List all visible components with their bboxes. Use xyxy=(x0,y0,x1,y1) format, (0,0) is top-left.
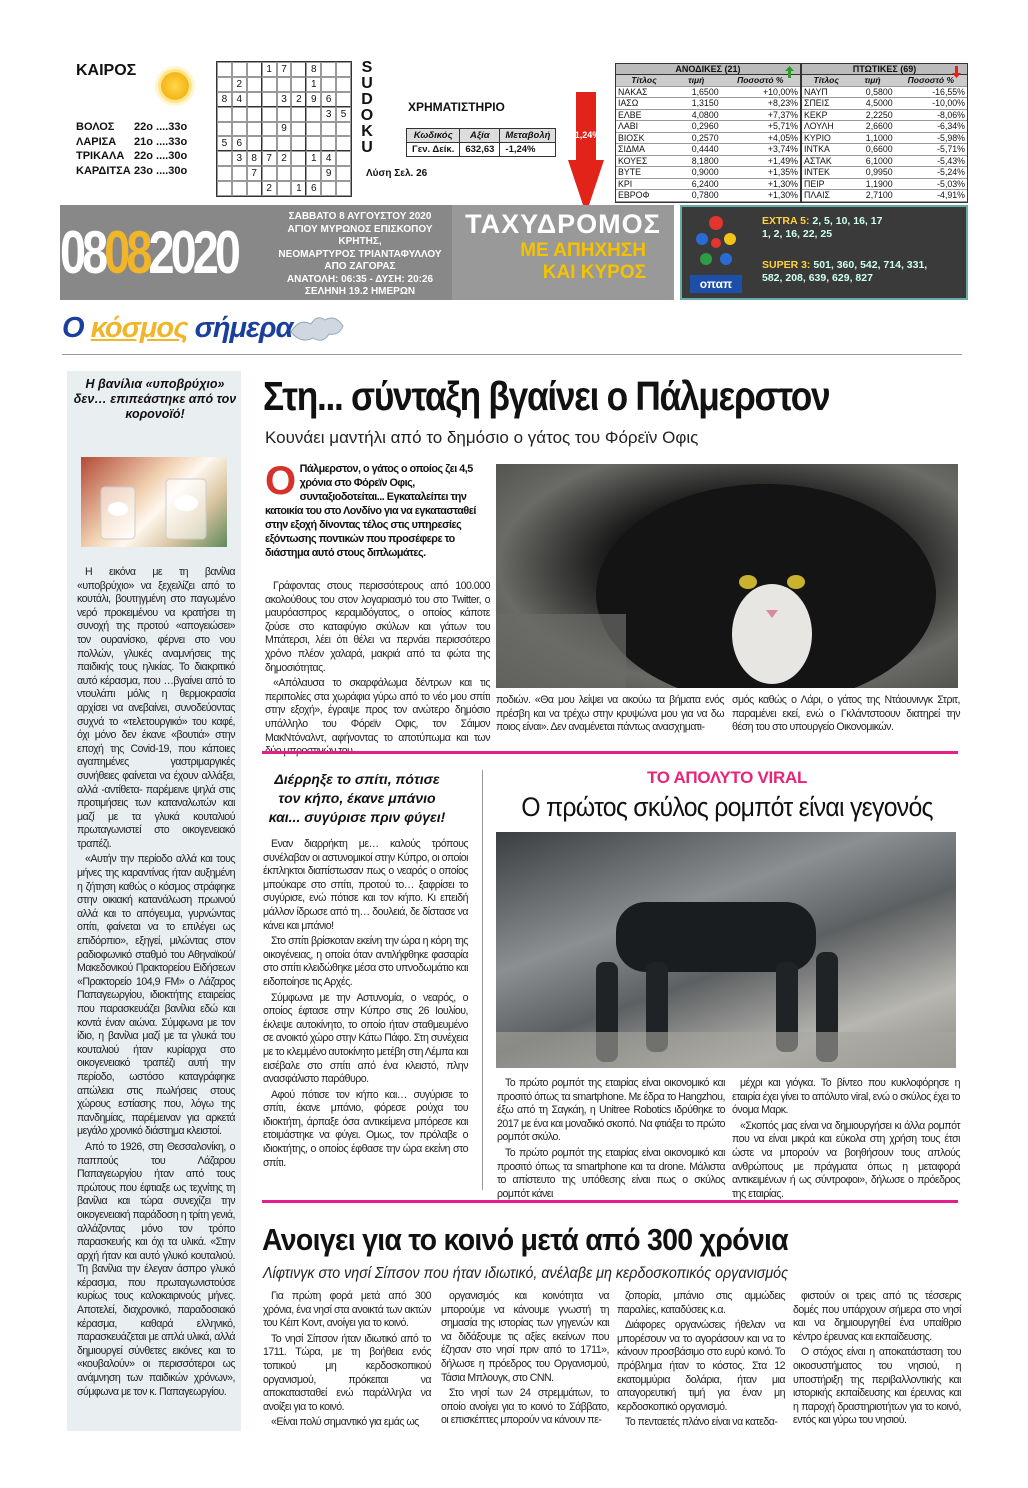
sudoku-cell: 8 xyxy=(217,92,232,107)
sudoku-cell xyxy=(336,77,351,92)
market-row xyxy=(802,98,967,110)
article4-paragraph: Στο νησί των 24 στρεμμάτων, το οποίο ανοίγει για το κοινό το Σάββατο, οι επισκέπτες μπορούν να κάνουν πε- xyxy=(441,1387,609,1427)
market-cell: ΒΙΟΣΚ xyxy=(616,132,672,144)
market-row xyxy=(802,190,967,202)
sudoku-cell: 7 xyxy=(247,166,262,181)
article1-body xyxy=(265,580,490,761)
article4-paragraph: «Είναι πολύ σημαντικό για εμάς ως xyxy=(271,1416,419,1429)
market-cell: +8,23% xyxy=(721,98,800,110)
sudoku-cell xyxy=(291,166,306,181)
sudoku-cell: 8 xyxy=(247,151,262,166)
sudoku-cell: 3 xyxy=(232,151,247,166)
sudoku-cell xyxy=(232,107,247,122)
market-row xyxy=(616,121,800,133)
banner-rule xyxy=(62,354,962,355)
date-day: 08 xyxy=(60,219,105,286)
stock-index-table xyxy=(406,128,556,157)
sudoku-letter: O xyxy=(360,107,374,124)
stock-index-name: Γεν. Δείκ. xyxy=(407,143,460,157)
stock-col-code: Κωδικός xyxy=(407,129,460,143)
sudoku-cell xyxy=(291,77,306,92)
article3-paragraph: «Σκοπός μας είναι να δημιουργήσει κι άλλα ρομπότ που να είναι μικρά και εύκολα στη χρήση τους έτσι ώστε να μπορούν να βοηθήσουν τους απλούς ανθρώπους με πράγματα όπως η μεταφορά αντικειμένων ή ως σύντροφοι», δήλωσε ο πρόεδρος της εταιρίας. xyxy=(732,1119,960,1200)
sudoku-cell: 9 xyxy=(321,166,336,181)
market-cell: -16,55% xyxy=(895,86,967,98)
taxydromos-slogan-1: ΜΕ ΑΠΗΧΗΣΗ xyxy=(520,240,646,261)
market-cell: -5,03% xyxy=(895,178,967,190)
article4-paragraph: οργανισμός και κοινότητα να μπορούμε να κάνουμε γνωστή τη σημασία της ιστορίας των γηγενών και να διδάξουμε τις αξίες εκείνων που έζησαν στο νησί πριν από το 1711», δήλωσε η πρόεδρος του Οργανισμού, Τάσια Μπλουγκ, στο CNN. xyxy=(441,1290,609,1384)
sudoku-cell xyxy=(336,181,351,196)
article4-paragraph: Το νησί Σίπσον ήταν ιδιωτικό από το 1711. Τώρα, με τη βοήθεια ενός τοπικού μη κερδοσκοπικού οργανισμού, πρόκειται να αποκατασταθεί ενώ παράλληλα να ανοίξει για το κοινό. xyxy=(263,1332,431,1413)
market-cell: +1,49% xyxy=(721,155,800,167)
market-cell: +10,00% xyxy=(721,86,800,98)
market-col-header: Ποσοστό % xyxy=(895,75,967,86)
article4-subtitle: Λίφτινγκ στο νησί Σίπσον που ήταν ιδιωτικό, ανέλαβε μη κερδοσκοπικός οργανισμός xyxy=(263,1265,789,1282)
market-cell: 0,4440 xyxy=(672,144,721,156)
weather-temp: 22ο ....30ο xyxy=(134,150,188,162)
market-cell: ΝΑΚΑΣ xyxy=(616,86,672,98)
article2-paragraph: Εναν διαρρήκτη με… καλούς τρόπους συνέλαβαν οι αστυνομικοί στην Κύπρο, οι οποίοι έκπληκτοι διαπίστωσαν πως ο νεαρός ο οποίος μπούκαρε στο σπίτι, προτού το… ξαφρίσει το συγύρισε, ενώ πότισε και τον κήπο. Κι επειδή μάλλον ίδρωσε από τη… δουλειά, δε δίστασε να κάνει και μπάνιο! xyxy=(263,838,468,932)
weather-title: ΚΑΙΡΟΣ xyxy=(76,62,137,79)
sudoku-cell xyxy=(247,181,262,196)
market-cell: 8,1800 xyxy=(672,155,721,167)
sudoku-cell xyxy=(217,181,232,196)
article4-paragraph: φιστούν οι τρεις από τις τέσσερις δομές που υπάρχουν σήμερα στο νησί και να δημιουργηθεί ένα υπαίθριο κέντρο έρευνας και εκπαίδευσης. xyxy=(793,1290,961,1343)
market-cell: 6,1000 xyxy=(850,155,894,167)
sudoku-cell xyxy=(217,151,232,166)
opap-logo-icon xyxy=(690,213,742,273)
opap-extra xyxy=(762,215,962,241)
sudoku-cell xyxy=(217,166,232,181)
market-row xyxy=(802,86,967,98)
article4-col1 xyxy=(263,1290,431,1432)
article1-subtitle: Κουνάει μαντήλι από το δημόσιο ο γάτος του Φόρεϊν Οφις xyxy=(265,428,699,447)
sudoku-cell: 3 xyxy=(321,107,336,122)
market-row xyxy=(802,167,967,179)
sudoku-cell xyxy=(277,166,292,181)
market-col-header: τιμή xyxy=(850,75,894,86)
market-cell: 0,7800 xyxy=(672,190,721,202)
date-band xyxy=(60,205,452,300)
market-cell: ΚΡΙ xyxy=(616,178,672,190)
opap-super xyxy=(762,259,962,285)
rising-title: ΑΝΟΔΙΚΕΣ (21) xyxy=(675,64,741,74)
sudoku-cell xyxy=(232,122,247,137)
sidebar-paragraph: Από το 1926, στη Θεσσαλονίκη, ο παππούς του Λάζαρου Παπαγεωργίου ήταν από τους πρώτους που έφτιαξε ως τεχνίτης τη βανίλια και τώρα συνεχίζει την οικογενειακή παράδοση η τρίτη γενιά, αλλάζοντας μόνο τον τρόπο παρασκευής και όχι τα υλικά. «Στην αρχή ήταν και αυτό γλυκό κουταλιού. Τη βανίλια την έλεγαν άσπρο γλυκό κέρασμα, που πρωταγωνιστούσε κυρίως τους καλοκαιρινούς μήνες. Αποτελεί, διαχρονικό, παραδοσιακό κέρασμα, καθαρά ελληνικό, παρασκευάζεται με απλά υλικά, αλλά δημιουργεί σύνθετες εικόνες και το «κουβαλούν» οι περισσότεροι ως ανάμνηση των παιδικών χρόνων», σύμφωνα με τον κ. Παπαγεωργίου. xyxy=(77,1140,235,1398)
pink-divider xyxy=(262,751,958,754)
sudoku-cell: 6 xyxy=(306,181,321,196)
article3-title: Ο πρώτος σκύλος ρομπότ είναι γεγονός xyxy=(521,792,933,822)
market-cell: 4,0800 xyxy=(672,109,721,121)
sudoku-cell: 6 xyxy=(232,136,247,151)
sudoku-cell xyxy=(321,181,336,196)
sudoku-cell: 2 xyxy=(277,151,292,166)
vanilla-photo xyxy=(81,457,227,547)
market-cell: 4,5000 xyxy=(850,98,894,110)
market-cell: 1,6500 xyxy=(672,86,721,98)
sudoku-letter: S xyxy=(361,59,373,76)
sudoku-cell: 1 xyxy=(291,181,306,196)
sudoku-cell xyxy=(336,166,351,181)
sidebar-title: Η βανίλια «υποβρύχιο» δεν… επιπεάστηκε από τον κορονοϊό! xyxy=(73,377,237,421)
market-col-header: Τίτλος xyxy=(802,75,850,86)
date-year: 2020 xyxy=(148,219,238,286)
article1-col2: ποδιών. «Θα μου λείψει να ακούω τα βήματα ενός πρέσβη και να τρέχω στην κρυψώνα μου για να δω ποιος είναι». Δεν αναμένεται πάντως ανασχηματι- xyxy=(496,694,724,734)
article4-col3 xyxy=(617,1290,785,1432)
market-cell: -5,98% xyxy=(895,132,967,144)
market-cell: 1,1000 xyxy=(850,132,894,144)
sudoku-cell xyxy=(262,166,277,181)
taxydromos-name: ΤΑΧΥΔΡΟΜΟΣ xyxy=(465,209,661,239)
market-cell: ΠΕΙΡ xyxy=(802,178,850,190)
article4-paragraph: Για πρώτη φορά μετά από 300 χρόνια, ένα νησί στα ανοικτά των ακτών του Κέιπ Κοντ, ανοίγει για το κοινό. xyxy=(263,1290,431,1330)
market-cell: 2,2250 xyxy=(850,109,894,121)
weather-city: ΛΑΡΙΣΑ xyxy=(76,135,117,148)
down-arrow-icon xyxy=(568,92,604,214)
article1-paragraph: «Απόλαυσα το σκαρφάλωμα δέντρων και τις περιπολίες στα χωράφια γύρω από το νέο μου σπίτι στην εξοχή», έγραψε προς τον ανώτερο δημόσιο υπάλληλο του Φόρεϊν Οφις, τον Σάιμον ΜακΝτόναλντ, αφήνοντας το αποτύπωμα και των xyxy=(265,677,490,744)
date-month: 08 xyxy=(104,219,149,286)
sudoku-cell xyxy=(321,122,336,137)
market-row xyxy=(616,109,800,121)
market-cell: ΛΟΥΛΗ xyxy=(802,121,850,133)
sudoku-letter: K xyxy=(361,123,373,140)
market-cell: -5,43% xyxy=(895,155,967,167)
sudoku-cell: 3 xyxy=(277,92,292,107)
market-cell: ΠΛΑΙΣ xyxy=(802,190,850,202)
market-cell: ΣΙΔΜΑ xyxy=(616,144,672,156)
section-banner xyxy=(62,312,962,356)
sudoku-cell: 1 xyxy=(306,77,321,92)
sudoku-cell xyxy=(291,107,306,122)
opap-logo xyxy=(690,213,742,298)
date-number xyxy=(60,213,238,293)
market-cell: 2,7100 xyxy=(850,190,894,202)
sudoku-cell xyxy=(247,122,262,137)
market-row xyxy=(616,144,800,156)
sidebar-paragraph: Η εικόνα με τη βανίλια «υποβρύχιο» να ξεχειλίζει από το κουτάλι, βουτηγμένη στο παγωμένο νερό προκειμένου να κρατήσει τη συνοχή της προτού «απογειώσει» τον ουρανίσκο, φέρνει στο νου πολλών, γλυκές αναμνήσεις της παιδικής τους ηλικίας. Το διακριτικό αυτό κέρασμα, που …βγαίνει από το ντουλάπι μόλις η θερμοκρασία αρχίσει να ανεβαίνει, συνοδεύοντας συχνά το «τελετουργικό» του καφέ, όχι μόνο δεν έκανε «βουτιά» στην εποχή της Covid-19, που κάποιες αγαπημένες γαστριμαργικές συνήθειες φαίνεται να έχουν αλλάξει, αλλά -αντίθετα- παρέμεινε ψηλά στις προτιμήσεις των καταναλωτών και μαζί με τα γλυκά κουταλιού πρωταγωνιστεί στο οικογενειακό τραπέζι. xyxy=(77,566,235,850)
market-cell: +1,30% xyxy=(721,190,800,202)
article1-col3: σμός καθώς ο Λάρι, ο γάτος της Ντάουνινγκ Στριτ, παραμένει εκεί, ενώ ο Γκλάντστοουν διατηρεί την θέση του στο υπουργείο Οικονομικών. xyxy=(732,694,960,734)
sudoku-cell xyxy=(321,136,336,151)
market-row xyxy=(802,178,967,190)
sudoku-cell xyxy=(247,107,262,122)
market-row xyxy=(802,144,967,156)
sudoku-cell xyxy=(291,151,306,166)
opap-logo-text: οπαπ xyxy=(690,275,742,293)
column-divider xyxy=(482,770,483,1190)
sudoku-cell xyxy=(291,136,306,151)
article1-intro xyxy=(265,459,490,560)
up-arrow-icon xyxy=(785,66,794,78)
market-cell: ΛΑΒΙ xyxy=(616,121,672,133)
sudoku-letter: U xyxy=(361,75,373,92)
sudoku-cell xyxy=(262,77,277,92)
article4-col2 xyxy=(441,1290,609,1430)
pink-divider xyxy=(262,1200,958,1203)
market-cell: -6,34% xyxy=(895,121,967,133)
sudoku-cell xyxy=(306,107,321,122)
article3-paragraph: μέχρι και γιόγκα. Το βίντεο που κυκλοφόρησε η εταιρία έχει γίνει το απόλυτο viral, ενώ ο σκύλος έχει το όνομα Μαρκ. xyxy=(732,1077,960,1117)
sudoku-cell xyxy=(217,62,232,77)
article2-paragraph: Σύμφωνα με την Αστυνομία, ο νεαρός, ο οποίος έφτασε στην Κύπρο στις 26 Ιουλίου, έκλεψε αυτοκίνητο, το οποίο ήταν σταθμευμένο σε ανοικτό χώρο στην Κάτω Πάφο. Στη συνέχεια με το κλεμμένο αυτοκίνητο μετέβη στη Λέμπα και εισέβαλε στο σπίτι από ένα κλειστό, πλην ανασφάλιστο παράθυρο. xyxy=(263,991,468,1086)
market-col-header: Τίτλος xyxy=(616,75,672,86)
sudoku-cell: 5 xyxy=(336,107,351,122)
market-cell: +3,74% xyxy=(721,144,800,156)
article4-col4 xyxy=(793,1290,961,1430)
weather-row xyxy=(76,164,206,179)
market-row xyxy=(616,190,800,202)
weather-city: ΚΑΡΔΙΤΣΑ xyxy=(76,164,131,177)
sudoku-cell xyxy=(262,122,277,137)
market-cell: +5,71% xyxy=(721,121,800,133)
article2-paragraph: Αφού πότισε τον κήπο και… συγύρισε το σπίτι, έκανε μπάνιο, φόρεσε ρούχα του ιδιοκτήτη, άρπαξε όσα αντικείμενα μπόρεσε και ετοιμάστηκε να φύγει. Ομως, τον πρόλαβε ο ιδιοκτήτης, ο οποίος έφθασε την ώρα εκείνη στο σπίτι. xyxy=(263,1088,468,1169)
market-cell: ΑΣΤΑΚ xyxy=(802,155,850,167)
market-cell: ΙΑΣΩ xyxy=(616,98,672,110)
rising-stocks xyxy=(615,63,801,203)
sudoku-cell xyxy=(277,77,292,92)
market-cell: ΚΕΚΡ xyxy=(802,109,850,121)
sudoku-cell xyxy=(232,62,247,77)
article4-title: Ανοιγει για το κοινό μετά από 300 χρόνια xyxy=(262,1222,788,1257)
stock-index-change: -1,24% xyxy=(500,143,556,157)
article3-kicker: ΤΟ ΑΠΟΛΥΤΟ VIRAL xyxy=(646,768,808,787)
sudoku-cell xyxy=(336,122,351,137)
article1-dropcap: Ο xyxy=(265,459,296,503)
article1-title: Στη... σύνταξη βγαίνει ο Πάλμερστον xyxy=(263,373,830,419)
sudoku-cell: 9 xyxy=(306,92,321,107)
sudoku-cell xyxy=(217,77,232,92)
sudoku-cell xyxy=(247,77,262,92)
sidebar-body xyxy=(77,566,235,1401)
market-row xyxy=(802,132,967,144)
market-cell: -5,24% xyxy=(895,167,967,179)
market-cell: ΙΝΤΚΑ xyxy=(802,144,850,156)
stock-title: ΧΡΗΜΑΤΙΣΤΗΡΙΟ xyxy=(408,100,505,114)
sudoku-label xyxy=(360,60,374,156)
cat-photo xyxy=(496,464,958,688)
falling-stocks xyxy=(801,63,968,203)
sudoku-solution-ref: Λύση Σελ. 26 xyxy=(366,168,428,179)
sudoku-cell xyxy=(291,62,306,77)
article1-paragraph: Γράφοντας στους περισσότερους από 100.000 ακολούθους του στον λογαριασμό του στο Twitter, ο μαυρόασπρος κεραμιδόγατος, ο οποίος κάποτε ζούσε στο καταφύγιο σκύλων και γάτων του Μπάτερσι, λέει ότι θέλει να περνάει περισσότερο χρόνο πλέον χαλαρά, μακριά από τα φώτα της δημοσιότητας. xyxy=(265,580,490,674)
article4-paragraph: ζοπορία, μπάνιο στις αμμώδεις παραλίες, καταδύσεις κ.α. xyxy=(617,1290,785,1316)
down-arrow-small-icon xyxy=(952,66,961,78)
market-cell: 6,2400 xyxy=(672,178,721,190)
sudoku-cell: 5 xyxy=(217,136,232,151)
taxydromos-box xyxy=(452,205,674,300)
article2-title: Διέρρηξε το σπίτι, πότισε τον κήπο, έκανε μπάνιο και... συγύρισε πριν φύγει! xyxy=(268,771,446,825)
sudoku-cell xyxy=(262,92,277,107)
date-info: ΣΑΒΒΑΤΟ 8 ΑΥΓΟΥΣΤΟΥ 2020 ΑΓΙΟΥ ΜΥΡΩΝΟΣ ΕΠΙΣΚΟΠΟΥ ΚΡΗΤΗΣ, ΝΕΟΜΑΡΤΥΡΟΣ ΤΡΙΑΝΤΑΦΥΛΛΟΥ ΑΠΟ ΖΑΓΟΡΑΣ ΑΝΑΤΟΛΗ: 06:35 - ΔΥΣΗ: 20:26 ΣΕΛΗΝΗ 19.2 ΗΜΕΡΩΝ xyxy=(278,211,442,297)
weather-temp: 21ο ....33ο xyxy=(134,135,188,148)
falling-title: ΠΤΩΤΙΚΕΣ (69) xyxy=(852,64,917,74)
market-cell: ΚΟΥΕΣ xyxy=(616,155,672,167)
market-cell: +4,05% xyxy=(721,132,800,144)
market-cell: 0,9950 xyxy=(850,167,894,179)
sudoku-cell: 4 xyxy=(321,151,336,166)
globe-map-icon xyxy=(287,314,347,350)
sudoku-cell xyxy=(262,107,277,122)
article4-paragraph: Διάφορες οργανώσεις ήθελαν να μπορέσουν να το αγοράσουν και να το κάνουν προσβάσιμο στο ευρύ κοινό. Το πρόβλημα ήταν το κόστος. Στα 12 εκατομμύρια δολάρια, ήταν μια απαγορευτική τιμή για έναν μη κερδοσκοπικό οργανισμό. xyxy=(617,1319,785,1413)
sun-icon xyxy=(161,72,189,100)
market-cell: ΝΑΥΠ xyxy=(802,86,850,98)
opap-results xyxy=(680,205,968,300)
sudoku-cell xyxy=(291,122,306,137)
sudoku-cell xyxy=(217,122,232,137)
market-cell: 0,2570 xyxy=(672,132,721,144)
market-cell: -8,06% xyxy=(895,109,967,121)
market-cell: -4,91% xyxy=(895,190,967,202)
market-cell: -5,71% xyxy=(895,144,967,156)
sudoku-cell: 7 xyxy=(277,62,292,77)
opap-super-numbers: 501, 360, 542, 714, 331, 582, 208, 639, 629, 827 xyxy=(762,259,928,284)
article3-col1 xyxy=(497,1077,725,1203)
sudoku-cell: 2 xyxy=(232,77,247,92)
sudoku-cell xyxy=(262,136,277,151)
market-col-header: τιμή xyxy=(672,75,721,86)
sudoku-letter: U xyxy=(361,139,373,156)
taxydromos-slogan-2: ΚΑΙ ΚΥΡΟΣ xyxy=(542,262,646,283)
sudoku-cell: 8 xyxy=(306,62,321,77)
market-row xyxy=(802,121,967,133)
sudoku-cell xyxy=(336,62,351,77)
article3-paragraph: Το πρώτο ρομπότ της εταιρίας είναι οικονομικό και προσιτό όπως τα smartphone και τα drone. Μάλιστα το απίστευτο της υπόθεσης είναι πως ο σκύλος ρομπότ κάνει xyxy=(497,1146,725,1200)
opap-super-label: SUPER 3: xyxy=(762,259,811,271)
sudoku-cell xyxy=(306,166,321,181)
market-cell: +1,30% xyxy=(721,178,800,190)
sudoku-cell xyxy=(247,92,262,107)
market-cell: 0,9000 xyxy=(672,167,721,179)
sudoku-cell: 1 xyxy=(262,62,277,77)
article1-intro-text: Πάλμερστον, ο γάτος ο οποίος ζει 4,5 χρόνια στο Φόρεϊν Οφις, συνταξιοδοτείται... Εγκαταλείπει την κατοικία του στο Λονδίνο για να εγκατασταθεί στην εξοχή δίνοντας τέλος στις υπηρεσίες εξόντωσης ποντικών που προσέφερε το διάστημα αυτό στους διπλωμάτες. xyxy=(265,463,476,559)
article4-paragraph: Το πενταετές πλάνο είναι να κατεδα- xyxy=(625,1416,778,1429)
weather-box xyxy=(76,62,206,192)
sudoku-letter: D xyxy=(361,91,373,108)
market-cell: 0,2960 xyxy=(672,121,721,133)
opap-extra-numbers: 2, 5, 10, 16, 17 1, 2, 16, 22, 25 xyxy=(762,215,883,240)
weather-list xyxy=(76,120,206,178)
sudoku-cell xyxy=(247,136,262,151)
stock-index-value: 632,63 xyxy=(460,143,500,157)
sidebar-paragraph: «Αυτήν την περίοδο αλλά και τους μήνες της καραντίνας ήταν αυξημένη η ζήτηση καθώς ο κόσμος στράφηκε στην οικιακή κατανάλωση πρωινού αλλά και το απόγευμα, γυρνώντας οπίτι, φαίνεται να το επιλέγει ως επιδόρπιο», εξηγεί, μιλώντας στον ραδιοφωνικό σταθμό του Αθηναϊκού/Μακεδονικού Πρακτορείου Ειδήσεων «Πρακτορείο 104,9 FM» ο Λάζαρος Παπαγεωργίου, ιδιοκτήτης εταιρείας που παρασκευάζει βανίλια εδώ και κοντά έναν αιώνα. Σύμφωνα με τον ίδιο, η βανίλια μαζί με τα γλυκά του κουταλιού ήταν κυρίαρχα στο οικογενειακό τραπέζι αυτή την περίοδο, ωστόσο καταγράφηκε απώλεια στις πωλήσεις στους χώρους εστίασης που, λόγω της πανδημίας, παρέμειναν για αρκετά μεγάλο χρονικό διάστημα κλειστοί. xyxy=(77,853,235,1138)
market-cell: -10,00% xyxy=(895,98,967,110)
sudoku-cell xyxy=(277,107,292,122)
sudoku-cell xyxy=(321,62,336,77)
market-row xyxy=(616,155,800,167)
market-cell: 1,1900 xyxy=(850,178,894,190)
sudoku-cell: 4 xyxy=(232,92,247,107)
article4-paragraph: Ο στόχος είναι η αποκατάσταση του οικοσυστήματος του νησιού, η υποστήριξη της περιβαλλοντικής και ιστορικής εκπαίδευσης και έρευνας και η παροχή δραστηριοτήτων για το κοινό, εντός και γύρω του νησιού. xyxy=(793,1346,961,1427)
sudoku-cell xyxy=(306,122,321,137)
market-cell: +7,37% xyxy=(721,109,800,121)
weather-row xyxy=(76,120,206,135)
weather-city: ΒΟΛΟΣ xyxy=(76,121,115,133)
market-cell: 2,6600 xyxy=(850,121,894,133)
sidebar-article xyxy=(67,371,241,1431)
sudoku-cell xyxy=(306,136,321,151)
market-cell: ΕΛΒΕ xyxy=(616,109,672,121)
market-row xyxy=(616,178,800,190)
sudoku-cell: 2 xyxy=(262,181,277,196)
weather-temp: 22ο ....33ο xyxy=(134,121,188,133)
article2-body xyxy=(263,838,468,1172)
market-cell: 0,6600 xyxy=(850,144,894,156)
market-cell: ΙΝΤΕΚ xyxy=(802,167,850,179)
market-row xyxy=(802,155,967,167)
market-row xyxy=(616,98,800,110)
stock-col-change: Μεταβολή xyxy=(500,129,556,143)
sudoku-cell xyxy=(277,136,292,151)
market-cell: ΒΥΤΕ xyxy=(616,167,672,179)
article3-col2 xyxy=(732,1077,960,1203)
weather-city: ΤΡΙΚΑΛΑ xyxy=(76,150,125,162)
stock-arrow-label: -1,24% xyxy=(571,130,601,140)
market-col-header: Ποσοστό % xyxy=(721,75,800,86)
article2-paragraph: Στο σπίτι βρίσκοταν εκείνη την ώρα η κόρη της οικογένειας, η οποία όταν αντιλήφθηκε φασαρία στο σπίτι κλειδώθηκε μέσα στο υπνοδωμάτιο και ειδοποίησε τις Αρχές. xyxy=(263,935,468,988)
sudoku-cell xyxy=(217,107,232,122)
sudoku-cell: 6 xyxy=(321,92,336,107)
sudoku-cell xyxy=(232,181,247,196)
sudoku-cell: 7 xyxy=(262,151,277,166)
rising-table xyxy=(616,75,800,202)
sudoku-cell: 9 xyxy=(277,122,292,137)
market-cell: 0,5800 xyxy=(850,86,894,98)
weather-row xyxy=(76,135,206,150)
sudoku-cell xyxy=(247,62,262,77)
sudoku-cell xyxy=(336,92,351,107)
sudoku-cell xyxy=(232,166,247,181)
stock-col-value: Αξία xyxy=(460,129,500,143)
market-row xyxy=(616,86,800,98)
sudoku-cell: 1 xyxy=(306,151,321,166)
market-row xyxy=(616,167,800,179)
section-banner-title: Ο κόσμος σήμερα xyxy=(62,312,293,344)
falling-table xyxy=(802,75,967,202)
sudoku-cell xyxy=(321,77,336,92)
weather-row xyxy=(76,149,206,164)
market-cell: ΚΥΡΙΟ xyxy=(802,132,850,144)
market-row xyxy=(802,109,967,121)
sudoku-cell: 2 xyxy=(291,92,306,107)
market-cell: 1,3150 xyxy=(672,98,721,110)
sudoku-cell xyxy=(336,151,351,166)
robot-dog-photo xyxy=(496,832,956,1068)
market-cell: ΕΒΡΟΦ xyxy=(616,190,672,202)
sudoku-cell xyxy=(277,181,292,196)
article3-paragraph: Το πρώτο ρομπότ της εταιρίας είναι οικονομικό και προσιτό όπως τα smartphone. Με έδρα το Hangzhou, έξω από τη Σαγκάη, η Unitree Robotics ιδρύθηκε το 2017 με ένα και μοναδικό σκοπό. Να φτιάξει το πρώτο ρομπότ σκύλο. xyxy=(497,1077,725,1144)
weather-temp: 23ο ....30ο xyxy=(134,164,188,177)
opap-extra-label: EXTRA 5: xyxy=(762,215,810,227)
market-row xyxy=(616,132,800,144)
sudoku-grid xyxy=(216,61,352,197)
sudoku-cell xyxy=(336,136,351,151)
market-cell: +1,35% xyxy=(721,167,800,179)
market-cell: ΣΠΕΙΣ xyxy=(802,98,850,110)
